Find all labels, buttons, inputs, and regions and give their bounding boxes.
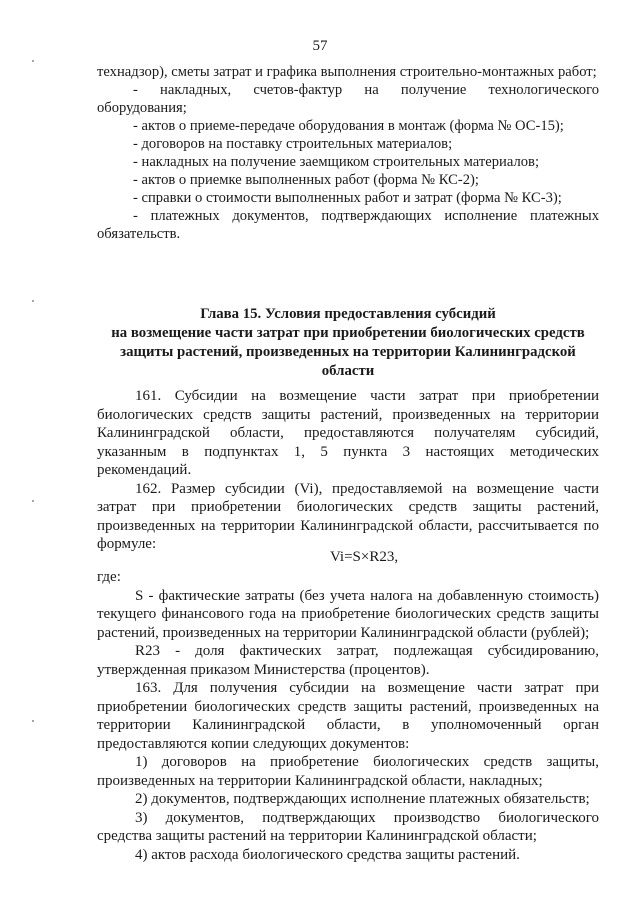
list-item: - накладных, счетов-фактур на получение технологического оборудования; bbox=[97, 82, 599, 116]
paragraph-162: 162. Размер субсидии (Vi), предоставляемой на возмещение части затрат при приобретении биологических средств защиты растений, произведенных на территории Калининградской области, рассчитывается по формуле: bbox=[97, 480, 599, 552]
chapter-heading-line: области bbox=[321, 363, 375, 379]
list-item: технадзор), сметы затрат и графика выполнения строительно-монтажных работ; bbox=[97, 64, 597, 80]
list-item: - актов о приемке выполненных работ (форма № КС-2); bbox=[133, 172, 479, 188]
chapter-heading bbox=[97, 305, 599, 381]
list-item: - справки о стоимости выполненных работ и затрат (форма № КС-3); bbox=[133, 190, 562, 206]
document-list-top bbox=[97, 63, 599, 243]
list-item: 2) документов, подтверждающих исполнение платежных обязательств; bbox=[135, 791, 590, 807]
definition-r: R23 - доля фактических затрат, подлежащая субсидированию, утвержденная приказом Министерства (процентов). bbox=[97, 643, 599, 678]
paragraph-163: 163. Для получения субсидии на возмещение части затрат при приобретении биологических средств защиты растений, произведенных на территории Калининградской области, в уполномоченный орган предоставляются копии следующих документов: bbox=[97, 680, 599, 752]
chapter-heading-line: Глава 15. Условия предоставления субсидий bbox=[200, 306, 496, 322]
list-item: - актов о приеме-передаче оборудования в монтаж (форма № ОС-15); bbox=[133, 118, 564, 134]
section-definitions bbox=[97, 568, 599, 864]
chapter-heading-line: на возмещение части затрат при приобретении биологических средств bbox=[111, 325, 585, 341]
list-item: 4) актов расхода биологического средства защиты растений. bbox=[135, 846, 520, 863]
definition-s: S - фактические затраты (без учета налога на добавленную стоимость) текущего финансового года на приобретение биологических средств защиты растений, произведенных на территории Калининградской области (рублей); bbox=[97, 587, 599, 641]
scan-mark bbox=[32, 500, 34, 502]
list-item: 3) документов, подтверждающих производство биологического средства защиты растений на территории Калининградской области; bbox=[97, 809, 599, 844]
chapter-heading-line: защиты растений, произведенных на территории Калининградской bbox=[120, 344, 576, 360]
formula: Vi=S×R23, bbox=[330, 549, 399, 565]
list-item: - договоров на поставку строительных материалов; bbox=[133, 136, 453, 152]
scan-mark bbox=[32, 60, 34, 62]
scan-mark bbox=[32, 720, 34, 722]
paragraph-161: 161. Субсидии на возмещение части затрат при приобретении биологических средств защиты растений, произведенных на территории Калининградской области, предоставляются получателям субсидий, указанным в подпунктах 1, 5 пункта 3 настоящих методических рекомендаций. bbox=[97, 388, 599, 478]
list-item: - накладных на получение заемщиком строительных материалов; bbox=[133, 154, 539, 170]
scan-mark bbox=[32, 300, 34, 302]
page-number: 57 bbox=[312, 38, 328, 54]
list-item: 1) договоров на приобретение биологических средств защиты, произведенных на территории Калининградской области, накладных; bbox=[97, 754, 599, 789]
section-161-162 bbox=[97, 387, 599, 554]
list-item: - платежных документов, подтверждающих исполнение платежных обязательств. bbox=[97, 208, 599, 242]
where-label: где: bbox=[97, 569, 121, 585]
